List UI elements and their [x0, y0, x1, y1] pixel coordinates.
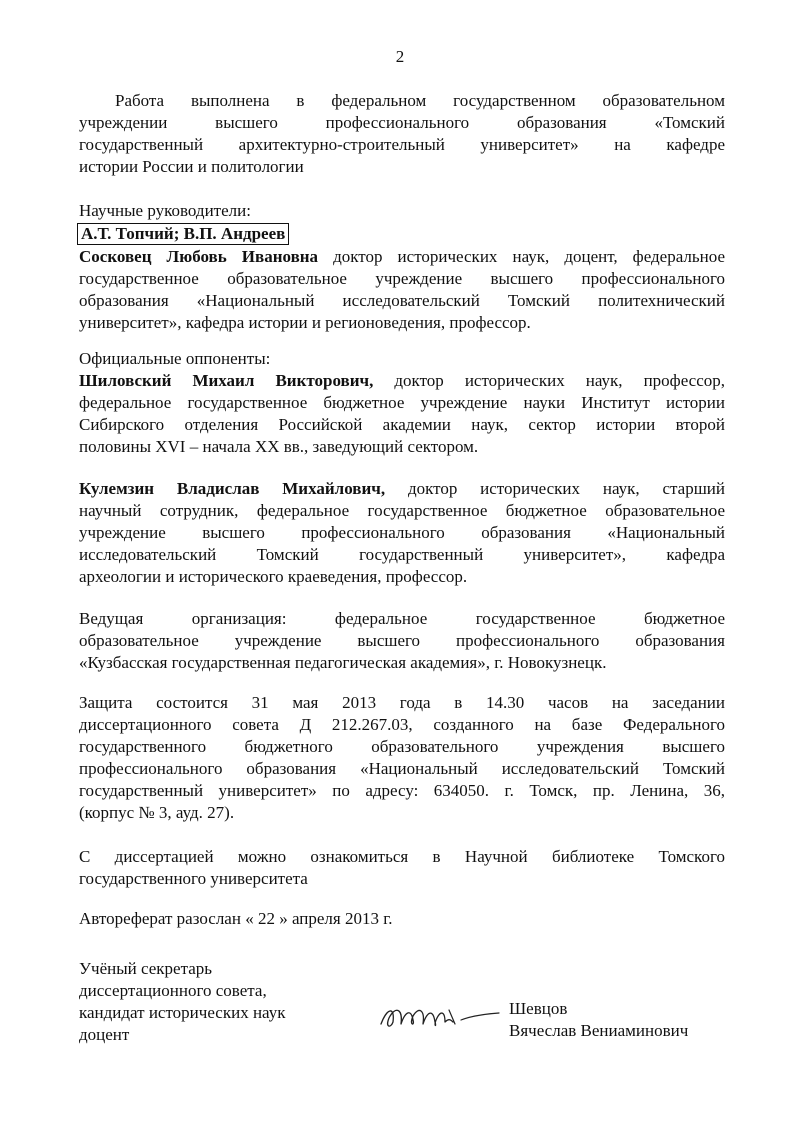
advisor-line: государственное образовательное учреждение высшего профессионального: [79, 269, 725, 288]
defense-line: государственный университет» по адресу: 634050. г. Томск, пр. Ленина, 36,: [79, 781, 725, 800]
advisor-name: Сосковец Любовь Ивановна: [79, 247, 319, 266]
leading-org-line: Ведущая организация: федеральное государственное бюджетное: [79, 609, 725, 628]
opponent-line: исследовательский Томский государственный университет», кафедра: [79, 545, 725, 564]
advisors-boxed-names: А.Т. Топчий; В.П. Андреев: [77, 223, 289, 245]
advisor-line: Сосковец Любовь Ивановна доктор исторических наук, доцент, федеральное: [79, 247, 725, 266]
defense-line: диссертационного совета Д 212.267.03, созданного на базе Федерального: [79, 715, 725, 734]
opponent-line: учреждение высшего профессионального образования «Национальный: [79, 523, 725, 542]
secretary-name: [509, 998, 688, 1042]
opponent-line: Кулемзин Владислав Михайлович, доктор исторических наук, старший: [79, 479, 726, 498]
opponent-name: Кулемзин Владислав Михайлович,: [79, 479, 386, 498]
defense-line: профессионального образования «Национальный исследовательский Томский: [79, 759, 725, 778]
defense-section: [79, 692, 725, 824]
secretary-given-names: Вячеслав Вениаминович: [509, 1021, 689, 1040]
opponent-line: федеральное государственное бюджетное учреждение науки Институт истории: [79, 393, 725, 412]
intro-line: государственный архитектурно-строительный университет» на кафедре: [79, 135, 725, 154]
opponent-line: научный сотрудник, федеральное государственное бюджетное образовательное: [79, 501, 725, 520]
defense-line: (корпус № 3, ауд. 27).: [79, 803, 235, 822]
handwritten-signature: [375, 998, 505, 1034]
opponent-second-section: [79, 478, 725, 588]
defense-line: Защита состоится 31 мая 2013 года в 14.30 часов на заседании: [79, 693, 725, 712]
opponent-name: Шиловский Михаил Викторович,: [79, 371, 374, 390]
opponent-line: археологии и исторического краеведения, профессор.: [79, 567, 468, 586]
intro-line: истории России и политологии: [79, 157, 304, 176]
defense-line: государственного бюджетного образовательного учреждения высшего: [79, 737, 725, 756]
secretary-title-line: Учёный секретарь: [79, 959, 213, 978]
advisor-line: университет», кафедра истории и регионоведения, профессор.: [79, 313, 531, 332]
advisor-line: образования «Национальный исследовательский Томский политехнический: [79, 291, 725, 310]
intro-paragraph: [79, 90, 725, 178]
page-number: 2: [395, 47, 405, 66]
opponents-section: [79, 348, 725, 458]
opponent-line: Сибирского отделения Российской академии наук, сектор истории второй: [79, 415, 725, 434]
opponent-line: половины XVI – начала XX вв., заведующий сектором.: [79, 437, 479, 456]
library-line: государственного университета: [79, 869, 308, 888]
secretary-title-line: диссертационного совета,: [79, 981, 267, 1000]
intro-line: учреждении высшего профессионального образования «Томский: [79, 113, 725, 132]
leading-org-line: «Кузбасская государственная педагогическая академия», г. Новокузнецк.: [79, 653, 607, 672]
advisors-heading: Научные руководители:: [79, 201, 251, 220]
secretary-title: [79, 958, 339, 1046]
library-section: [79, 846, 725, 890]
opponent-line: Шиловский Михаил Викторович, доктор исторических наук, профессор,: [79, 371, 725, 390]
library-line: С диссертацией можно ознакомиться в Научной библиотеке Томского: [79, 847, 725, 866]
secretary-surname: Шевцов: [509, 999, 568, 1018]
abstract-sent-date: Автореферат разослан « 22 » апреля 2013 г.: [79, 909, 393, 928]
advisors-section: [79, 200, 725, 334]
secretary-title-line: кандидат исторических наук: [79, 1003, 286, 1022]
secretary-title-line: доцент: [79, 1025, 130, 1044]
abstract-sent-section: [79, 908, 725, 930]
leading-org-section: [79, 608, 725, 674]
leading-org-line: образовательное учреждение высшего профессионального образования: [79, 631, 725, 650]
intro-line: Работа выполнена в федеральном государственном образовательном: [115, 91, 725, 110]
opponents-heading: Официальные оппоненты:: [79, 349, 271, 368]
